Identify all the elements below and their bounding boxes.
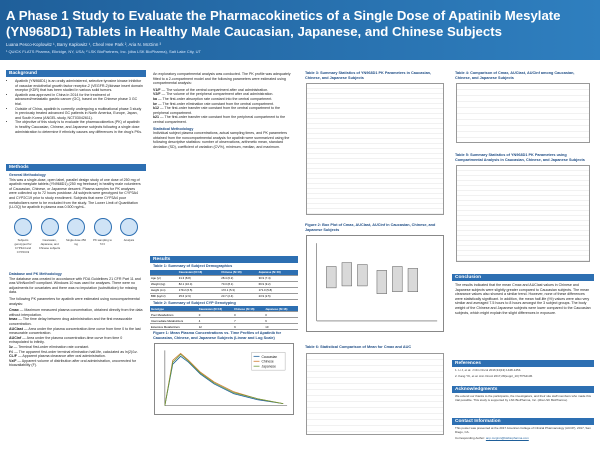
table-cell: 0	[264, 312, 298, 318]
param-desc: Apparent volume of distribution after oral administration, uncorrected for bioavailability (F).	[9, 358, 137, 368]
methods-icon-label: Subjects genotyped for CYP3A4 and CYP2C19	[14, 237, 32, 254]
param-name: AUCinf	[9, 335, 22, 340]
column-right	[452, 70, 594, 445]
table6-box	[302, 344, 448, 446]
table-header-cell: Japanese (N=16)	[264, 306, 298, 312]
param-desc: Terminal first-order elimination rate constant.	[18, 344, 90, 349]
blood-sample-icon	[94, 218, 112, 236]
ack-box	[452, 386, 594, 416]
param-desc: Maximum measured plasma concentration, obtained directly from the data without interpolation.	[9, 308, 143, 317]
methods-icon-grid	[6, 214, 146, 258]
param-name: tmax	[9, 317, 18, 322]
table3-caption: Table 3: Summary Statistics of YN968D1 PK Parameters in Caucasian, Chinese, and Japanese Subjects	[305, 71, 432, 80]
model-param-desc: The first-order absorption rate constant into the central compartment.	[162, 96, 273, 101]
model-param: k12 — The first-order transfer rate constant from the central compartment to the peripheral compartment.	[153, 106, 280, 115]
param-desc: Area under the plasma concentration-time curve from time 0 to the last measurable concentration.	[9, 326, 141, 336]
table-cell: Height (cm)	[150, 287, 178, 293]
table-cell: Extensive Metabolizers	[150, 324, 198, 330]
model-param-name: V1/F	[153, 87, 161, 92]
contact-box	[452, 418, 594, 446]
column-middle-left	[150, 70, 298, 445]
table5-placeholder	[456, 165, 590, 262]
box-plot-item	[377, 271, 387, 294]
model-param: V2/F — The volume of the peripheral compartment after oral administration.	[153, 92, 274, 97]
column-left	[6, 70, 146, 445]
table6-placeholder	[306, 353, 444, 435]
analysis-icon	[120, 218, 138, 236]
methods-icon-label: Caucasian, Japanese, and Chinese subjects	[38, 237, 61, 250]
model-param: ke — The first-order elimination rate constant from the central compartment.	[153, 101, 274, 106]
table4-caption: Table 4: Comparison of Cmax, AUClast, AUCinf among Caucasian, Chinese, and Japanese Subjects	[455, 71, 575, 80]
table1-caption: Table 1: Summary of Subject Demographics	[153, 264, 233, 268]
background-bullet: • The objective of this study is to evaluate the pharmacokinetics (PK) of apatinib in healthy Caucasian, Chinese, and Japanese subjects following a single dose administration to determine if ethnicity causes any differences in the drug's PKs.	[15, 120, 143, 134]
table2-caption: Table 2: Summary of Subject CYP Genotyping	[153, 300, 236, 305]
table-cell: 10	[264, 324, 298, 330]
genotype-table	[150, 306, 298, 330]
database-body	[6, 270, 146, 370]
param-name: Cmax	[9, 308, 19, 313]
conclusion-text: The results indicated that the mean Cmax and AUClast values in Chinese and Japanese subjects were slightly greater compared to Caucasian subjects. The mean clearance values also showed a similar trend. However, none of these differences were statistically significant. In addition, the mean half-life (t½) values were also very similar and averaged 7.5 hours to 8 hours amongst the 3 subject groups. The body weight of the Chinese and Japanese subjects were lower compared to the Caucasian subjects, which might explain the slight differences in exposure.	[455, 283, 591, 315]
model-param-desc: The volume of the peripheral compartment after oral administration.	[166, 92, 274, 97]
model-param-desc: The first-order transfer rate constant from the central compartment to the peripheral compartment.	[153, 106, 280, 115]
contact-header: Contact Information	[452, 418, 594, 425]
table-cell: 23.9 (2.5)	[258, 293, 298, 299]
contact-text: This poster was presented at the 2017 American College of Clinical Pharmacology (ACCP), 2017, San Diego, CA.	[455, 426, 591, 434]
model-param-name: V2/F	[153, 92, 161, 97]
param-name: Vz/F	[9, 358, 17, 363]
param-item: tmax — The time delay between drug administration and the first measurable concentration.	[9, 317, 133, 326]
table-header-cell: Chinese (N=16)	[233, 306, 264, 312]
table-header-cell: Caucasian (N=16)	[198, 306, 233, 312]
param-item: λz — Terminal first-order elimination rate constant.	[9, 344, 90, 349]
figure1-caption: Figure 1: Mean Plasma Concentrations vs. Time Profiles of Apatinib for Caucasian, Chinese, and Japanese Subjects (Linear and Log Scale)	[153, 331, 282, 340]
poster-affiliations: ¹ QUICK FLATS Pharma, Elkridge, NY, USA; ² LSK BioPartners, Inc. (dba LSK BioPharma), Salt Lake City, UT	[6, 49, 201, 54]
box-plot-item	[326, 267, 336, 288]
table-cell: 69.9 (9.2)	[258, 281, 298, 287]
model-param-name: k21	[153, 115, 159, 120]
results-box	[150, 256, 298, 446]
database-header: Database and PK Methodology	[9, 272, 62, 276]
figure2-plot	[306, 235, 444, 332]
table-cell: 4	[198, 318, 233, 324]
results-header: Results	[150, 256, 298, 263]
background-header: Background	[6, 70, 146, 77]
table-cell: 30.9 (7.4)	[258, 275, 298, 281]
table-cell: 9	[233, 324, 264, 330]
methods-icon-item	[118, 218, 140, 254]
table5-box	[452, 152, 594, 272]
database-box	[6, 270, 146, 445]
pk-model-params	[153, 88, 295, 125]
param-item: AUCinf — Area under the plasma concentration-time curve from time 0 extrapolated to infinity.	[9, 335, 123, 345]
title-banner	[0, 0, 600, 60]
box-plot-item	[408, 269, 418, 292]
methods-icon-item	[65, 218, 87, 254]
table5-caption: Table 5: Summary Statistics of YN968D1 PK Parameters using Compartmental Analysis in Caucasian, Chinese, and Japanese Subjects	[455, 153, 585, 162]
table4-box	[452, 70, 594, 150]
table-cell: 7	[233, 318, 264, 324]
ack-text: We extend our thanks to the participants, the investigators, and their site staff members who made this trial possible. This study is supported by LSK BioPharma, Inc. (dba LSK BioPharma).	[455, 394, 591, 402]
contact-email-link[interactable]: anp.mcginn@lskbiopharma.com	[485, 436, 529, 440]
table3-placeholder	[306, 83, 444, 215]
stats-text: Individual subject plasma concentrations, actual sampling times, and PK parameters obtained from the noncompartmental analysis for apatinib were summarized using the following descriptive statistics: number of observations, arithmetic mean, standard deviation (SD), coefficient of variation (CV%), minimum, median, and maximum.	[153, 131, 290, 149]
background-bullet: • Outside of China, apatinib is currently undergoing a multinational phase 3 study in previously treated advanced GC patients in North America, Europe, Japan, and South Korea (ANGEL study, NCT03042611).	[15, 107, 143, 121]
param-name: AUClast	[9, 326, 23, 331]
table-cell: Poor Metabolizers	[150, 312, 198, 318]
dna-icon	[14, 218, 32, 236]
stats-header: Statistical Methodology	[153, 126, 194, 131]
param-item: t½ — The apparent first-order terminal elimination half-life, calculated as ln(2)/λz.	[9, 349, 138, 354]
poster-title: A Phase 1 Study to Evaluate the Pharmacokinetics of a Single Dose of Apatinib Mesylate (YN968D1) Tablets in Healthy Male Caucasian, Japanese, and Chinese Subjects	[6, 8, 561, 39]
methods-subheader: General Methodology	[9, 173, 46, 177]
figure2-svg	[307, 236, 443, 331]
table-cell: 171.0 (5.8)	[258, 287, 298, 293]
figure1-plot	[154, 343, 294, 415]
model-param-name: ke	[153, 101, 157, 106]
table-cell: 23.7 (2.4)	[220, 293, 257, 299]
model-param-desc: The volume of the central compartment after oral administration.	[166, 87, 269, 92]
box-plot-item	[358, 265, 368, 286]
figure2-box	[302, 222, 448, 342]
table-cell: 70.3 (8.1)	[220, 281, 257, 287]
table6-caption: Table 6: Statistical Comparison of Mean for Cmax and AUC	[305, 345, 412, 349]
methods-icon-label: Analysis	[123, 237, 135, 242]
table4-placeholder	[456, 83, 590, 143]
methods-body	[6, 171, 146, 214]
model-param-desc: The first-order elimination rate constant from the central compartment.	[162, 101, 274, 106]
legend-caucasian: Caucasian	[261, 355, 278, 360]
methods-text: This was a single-dose, open label, parallel design study of one dose of 250 mg of apatinib mesylate tablets (YN968D1) (250 mg freebase) in healthy male volunteers of Caucasian, Chinese, or Japanese descent. Plasma samples for PK analyses were collected up to 72 hours postdose. All subjects were genotyped for CYP3A4 and CYP2C19 prior to study enrollment. Subjects that were CYP3A4 poor metabolizers were to be excluded from the study. The Lower Limit of Quantitation (LLOQ) for apatinib in plasma was 0.500 ng/mL.	[9, 177, 141, 210]
table-row	[150, 324, 298, 330]
param-item: Cmax — Maximum measured plasma concentration, obtained directly from the data without interpolation.	[9, 308, 143, 317]
table-cell: 6	[264, 318, 298, 324]
table-header-cell: Chinese (N=16)	[220, 270, 257, 276]
methods-header: Methods	[6, 164, 146, 171]
references-header: References	[452, 360, 594, 367]
param-name: λz	[9, 344, 13, 349]
reference-item: 1. Li J, et al. J Clin Oncol 2016;34(13):1448-1454.	[455, 368, 522, 372]
legend-japanese: Japanese	[261, 365, 276, 370]
table-cell: Age (yr)	[150, 275, 178, 281]
table-cell: 31.3 (8.8)	[178, 275, 221, 281]
table-cell: 28.4 (6.2)	[220, 275, 257, 281]
methods-icon-item	[92, 218, 114, 254]
table-cell: 12	[198, 324, 233, 330]
methods-icon-item	[39, 218, 61, 254]
table-header-cell: Genotype	[150, 306, 198, 312]
figure2-caption: Figure 2: Box Plot of Cmax, AUClast, AUCinf in Caucasian, Chinese, and Japanese Subjects	[305, 223, 436, 232]
figure1-svg	[155, 344, 293, 414]
table-cell: 0	[198, 312, 233, 318]
model-param: ka — The first-order absorption rate constant into the central compartment.	[153, 96, 273, 101]
param-item: AUClast — Area under the plasma concentration-time curve from time 0 to the last measurable concentration.	[9, 326, 141, 336]
table-cell: 82.1 (10.4)	[178, 281, 221, 287]
background-body	[6, 77, 146, 136]
methods-icon-item	[12, 218, 34, 254]
box-plot-item	[392, 267, 402, 292]
param-desc: Area under the plasma concentration-time curve from time 0 extrapolated to infinity.	[9, 335, 123, 345]
param-desc: Apparent plasma clearance after oral administration.	[22, 354, 106, 359]
people-icon	[41, 218, 59, 236]
model-param-name: k12	[153, 106, 159, 111]
methods-icon-label: Single dose 250 mg	[65, 237, 87, 246]
contact-label: Corresponding Author:	[455, 436, 486, 440]
model-param: V1/F — The volume of the central compartment after oral administration.	[153, 87, 269, 92]
table-header-cell: Caucasian (N=16)	[178, 270, 221, 276]
table-cell: 25.6 (2.9)	[178, 293, 221, 299]
param-name: t½	[9, 349, 14, 354]
param-desc: The apparent first-order terminal elimination half-life, calculated as ln(2)/λz.	[18, 349, 138, 354]
params-intro: The following PK parameters for apatinib were estimated using noncompartmental analysis:	[9, 296, 140, 306]
model-param: k21 — The first-order transfer rate constant from the peripheral compartment to the central compartment.	[153, 115, 286, 124]
methods-box	[6, 164, 146, 268]
table-row	[150, 293, 298, 299]
pill-icon	[67, 218, 85, 236]
param-item: Vz/F — Apparent volume of distribution after oral administration, uncorrected for bioavailability (F).	[9, 358, 137, 368]
table-cell: 179.2 (6.5)	[178, 287, 221, 293]
pk-model-intro: An exploratory compartmental analysis was conducted. The PK profile was adequately fitted to a 2-compartment model and the following parameters were estimated using compartmental analysis:	[153, 72, 291, 86]
table-cell: Weight (kg)	[150, 281, 178, 287]
table-cell: BMI (kg/m²)	[150, 293, 178, 299]
conclusion-box	[452, 274, 594, 358]
table-cell: 172.1 (5.3)	[220, 287, 257, 293]
demographics-table	[150, 270, 298, 300]
box-plot-item	[342, 263, 352, 286]
background-box	[6, 70, 146, 162]
poster-authors: Luana Pesco-Koplowitz ¹, Barry Kaplowitz ¹, Cheol Hee Park ², Aria N. McGinn ³	[6, 42, 161, 47]
model-param-desc: The first-order transfer rate constant from the peripheral compartment to the central compartment.	[153, 115, 286, 124]
table3-box	[302, 70, 448, 220]
param-item: CL/F — Apparent plasma clearance after oral administration.	[9, 354, 106, 359]
background-bullets	[9, 79, 143, 134]
column-middle-right	[302, 70, 448, 445]
contact-line	[452, 435, 594, 441]
table-cell: 0	[233, 312, 264, 318]
conclusion-header: Conclusion	[452, 274, 594, 281]
param-desc: The time delay between drug administration and the first measurable concentration.	[9, 317, 133, 326]
table-cell: Intermediate Metabolizers	[150, 318, 198, 324]
references-box	[452, 360, 594, 384]
params-list	[9, 308, 143, 368]
ack-header: Acknowledgments	[452, 386, 594, 393]
table-header-cell: Japanese (N=16)	[258, 270, 298, 276]
reference-item: 2. Kang YK, et al. Ann Oncol 2017;28(suppl_10):TPS4136.	[455, 374, 533, 378]
background-bullet: • Apatinib was approved in China in 2014 for the treatment of advanced/metastatic gastric cancer (GC), based on the Chinese phase 3 GC trial.	[15, 93, 143, 107]
database-text: The database was created in accordance with FDA Guidelines 21 CFR Part 11 and was WinNonlin® compliant. Windows 10 was used for analyses. There were no adjustments for covariates and there was no imputation (substitution) for missing data.	[9, 276, 141, 295]
pk-model-body	[150, 70, 298, 154]
param-name: CL/F	[9, 354, 17, 359]
legend-chinese: Chinese	[261, 360, 274, 365]
model-param-name: ka	[153, 96, 157, 101]
methods-icon-label: PK sampling to 72 h	[93, 237, 112, 246]
background-bullet: • Apatinib (YN968D1) is an orally administered, selective tyrosine kinase inhibitor of vascular endothelial growth factor receptor-2 (VEGFR-2)/kinase insert domain receptor (KDR) that has been studied in various solid tumors.	[15, 79, 143, 93]
pk-model-box	[150, 70, 298, 254]
